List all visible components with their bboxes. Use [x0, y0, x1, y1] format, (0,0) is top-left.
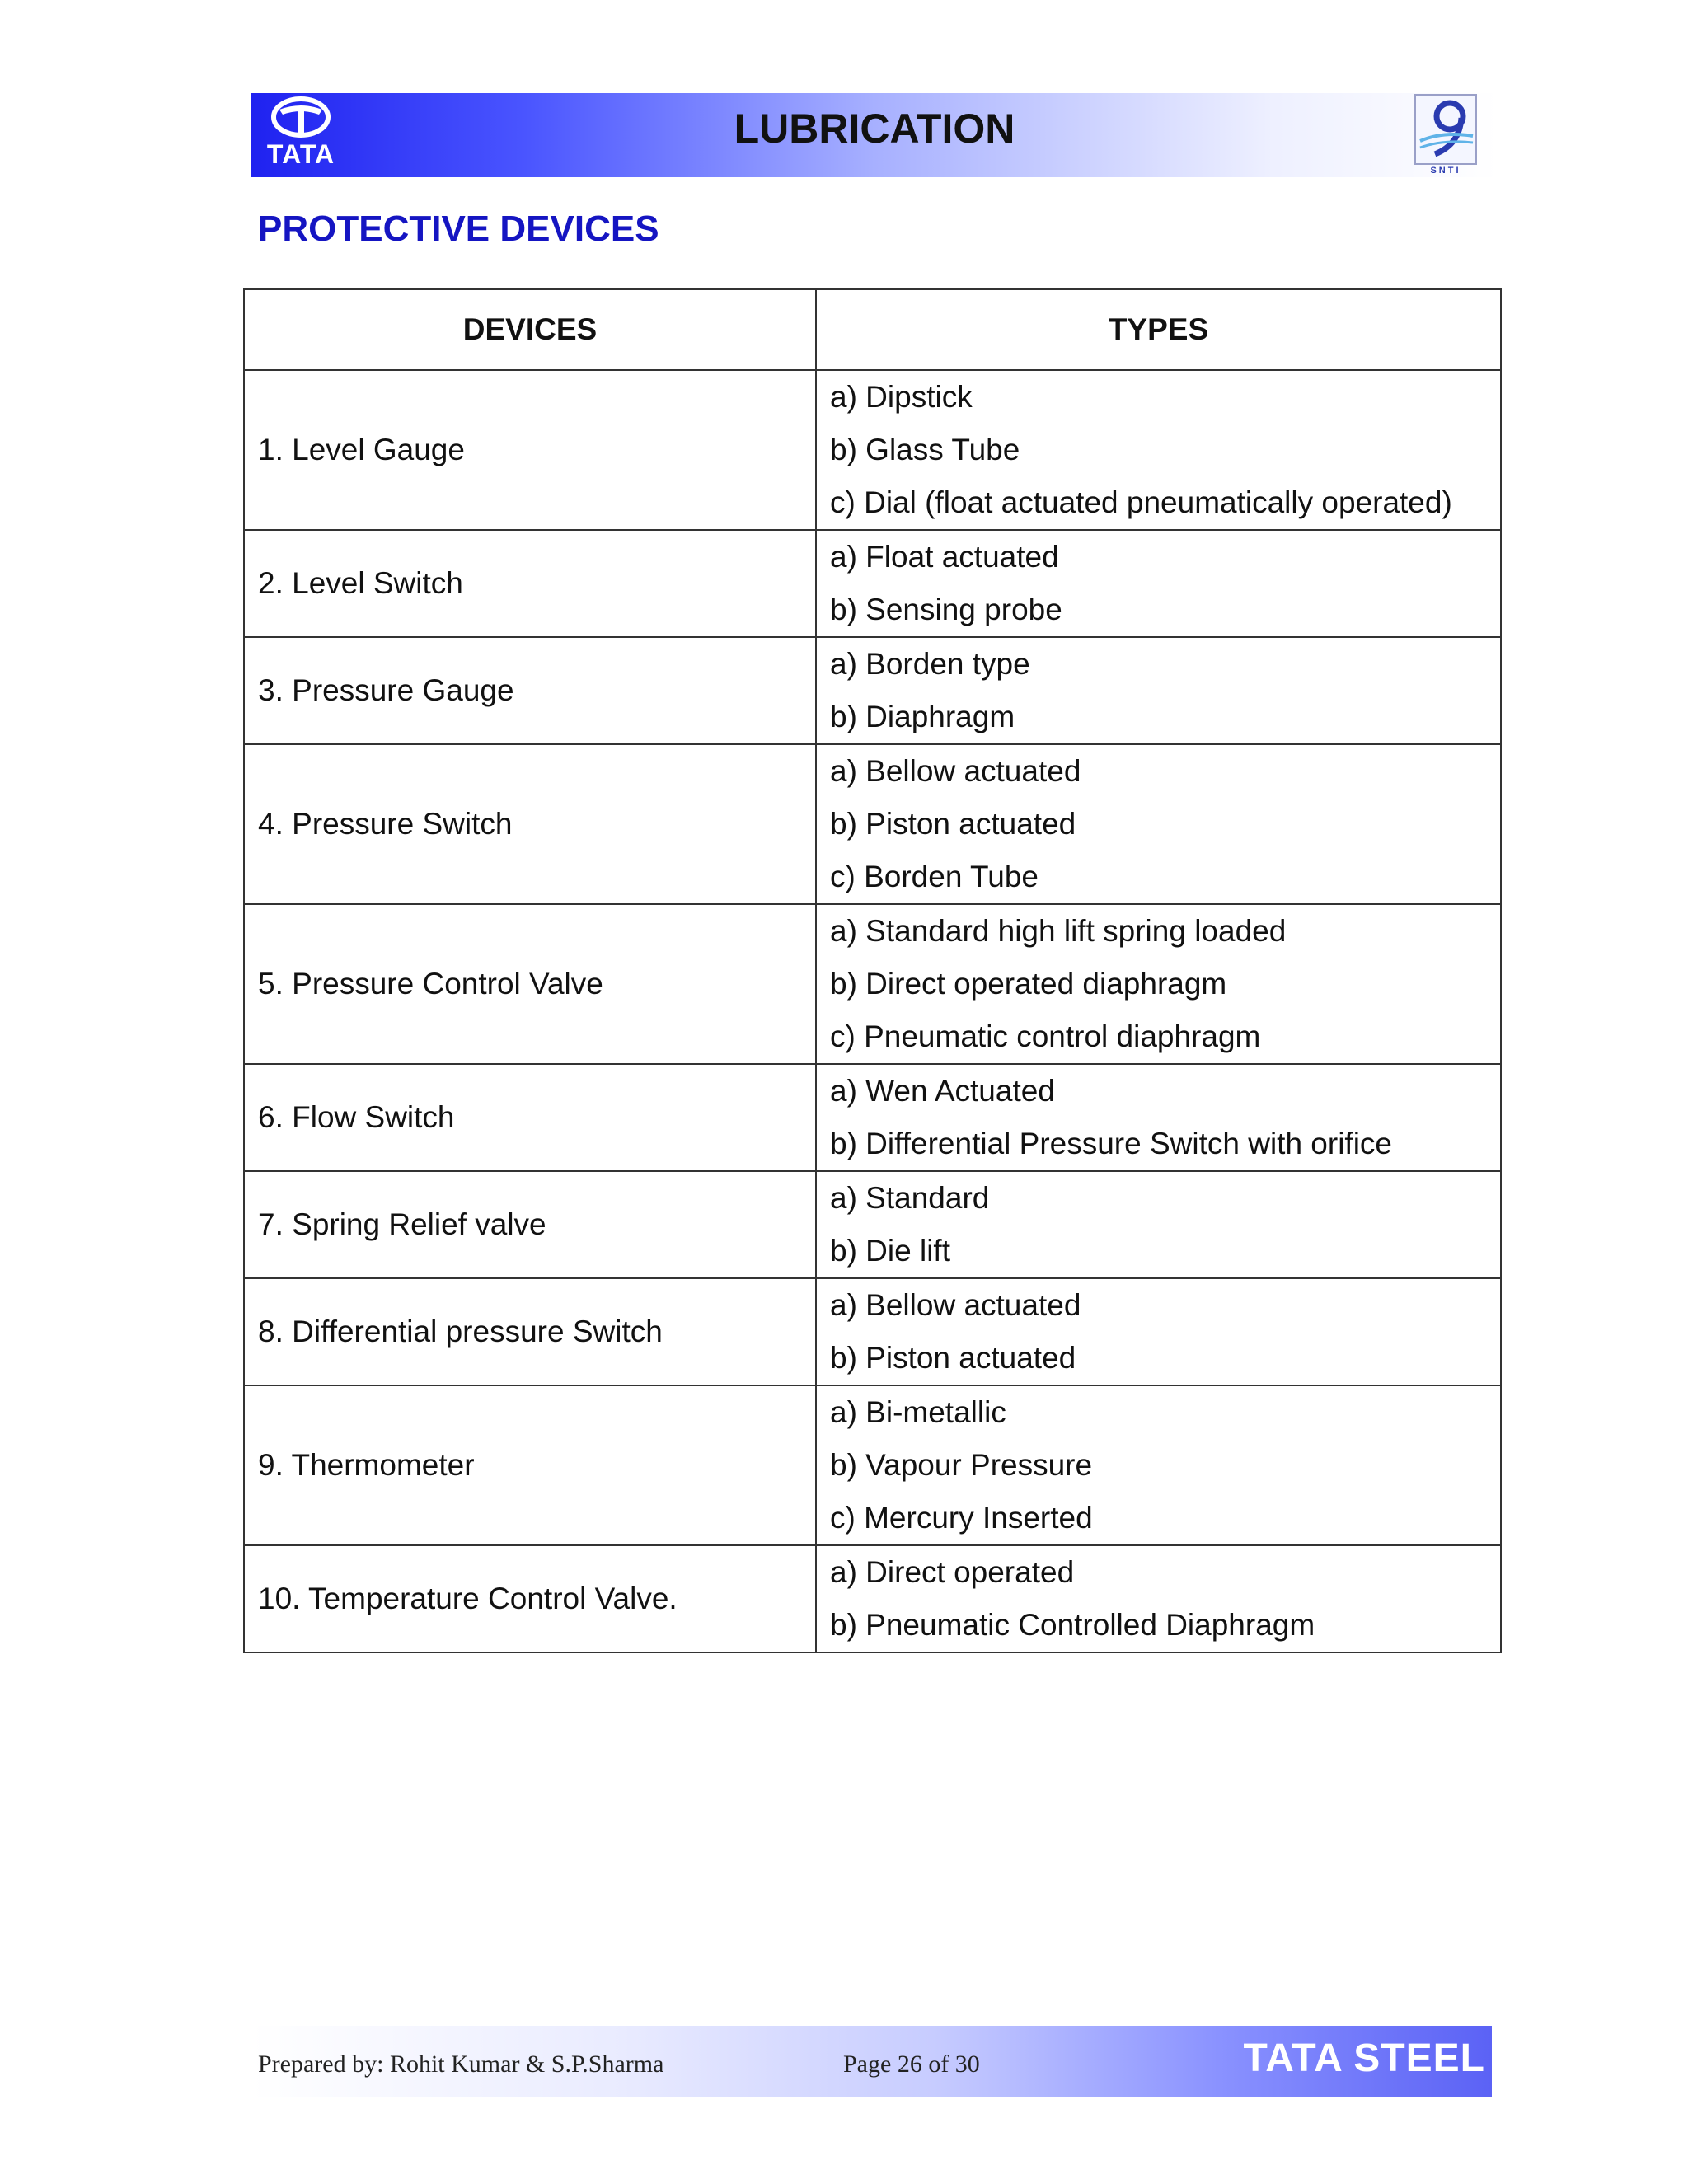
device-types-cell — [816, 1064, 1501, 1171]
device-name-cell: 6. Flow Switch — [244, 1064, 816, 1171]
table-row — [244, 1171, 1501, 1278]
device-type-item: b) Direct operated diaphragm — [830, 967, 1227, 1001]
device-types-cell — [816, 1385, 1501, 1545]
device-type-item: b) Vapour Pressure — [830, 1448, 1093, 1482]
device-type-item: a) Direct operated — [830, 1555, 1075, 1589]
footer-bar — [251, 2026, 1492, 2097]
table-row — [244, 744, 1501, 904]
device-types-cell — [816, 744, 1501, 904]
device-types-cell — [816, 637, 1501, 744]
table-row — [244, 904, 1501, 1064]
device-types-cell — [816, 530, 1501, 637]
table-row — [244, 370, 1501, 530]
device-name-cell: 4. Pressure Switch — [244, 744, 816, 904]
device-type-item: c) Mercury Inserted — [830, 1501, 1093, 1535]
table-row — [244, 1545, 1501, 1652]
device-type-item: a) Wen Actuated — [830, 1074, 1055, 1108]
device-types-cell — [816, 1545, 1501, 1652]
document-title: LUBRICATION — [734, 105, 1015, 152]
device-name-cell: 9. Thermometer — [244, 1385, 816, 1545]
column-header-types: TYPES — [816, 289, 1501, 370]
device-types-cell — [816, 904, 1501, 1064]
device-name-cell: 10. Temperature Control Valve. — [244, 1545, 816, 1652]
device-type-item: b) Piston actuated — [830, 807, 1076, 841]
section-title: PROTECTIVE DEVICES — [258, 209, 659, 249]
device-types-cell — [816, 370, 1501, 530]
device-name-cell: 3. Pressure Gauge — [244, 637, 816, 744]
device-type-item: c) Dial (float actuated pneumatically operated) — [830, 485, 1452, 519]
table-row — [244, 637, 1501, 744]
table-row — [244, 1278, 1501, 1385]
header-bar — [251, 93, 1498, 177]
device-type-item: a) Standard high lift spring loaded — [830, 914, 1287, 948]
snti-logo — [1410, 93, 1481, 177]
device-type-item: b) Glass Tube — [830, 433, 1020, 466]
device-type-item: b) Die lift — [830, 1234, 950, 1268]
device-name-cell: 5. Pressure Control Valve — [244, 904, 816, 1064]
table-header-row — [244, 289, 1501, 370]
table-row — [244, 530, 1501, 637]
snti-logo-text: SNTI — [1430, 166, 1461, 176]
snti-emblem-icon — [1410, 93, 1481, 166]
device-name-cell: 8. Differential pressure Switch — [244, 1278, 816, 1385]
table-row — [244, 1385, 1501, 1545]
device-type-item: a) Bellow actuated — [830, 754, 1081, 788]
device-type-item: c) Pneumatic control diaphragm — [830, 1019, 1261, 1053]
device-type-item: a) Borden type — [830, 647, 1030, 681]
column-header-devices: DEVICES — [244, 289, 816, 370]
device-name-cell: 2. Level Switch — [244, 530, 816, 637]
device-type-item: a) Float actuated — [830, 540, 1059, 574]
device-name-cell: 1. Level Gauge — [244, 370, 816, 530]
device-types-cell — [816, 1171, 1501, 1278]
device-type-item: a) Bi-metallic — [830, 1395, 1006, 1429]
device-types-cell — [816, 1278, 1501, 1385]
footer-page-number: Page 26 of 30 — [843, 2050, 980, 2078]
device-type-item: b) Sensing probe — [830, 593, 1062, 626]
device-type-item: b) Pneumatic Controlled Diaphragm — [830, 1608, 1315, 1642]
device-type-item: a) Standard — [830, 1181, 990, 1215]
device-type-item: b) Piston actuated — [830, 1341, 1076, 1375]
device-name-cell: 7. Spring Relief valve — [244, 1171, 816, 1278]
device-type-item: a) Bellow actuated — [830, 1288, 1081, 1322]
footer-prepared-by: Prepared by: Rohit Kumar & S.P.Sharma — [258, 2050, 664, 2078]
device-type-item: a) Dipstick — [830, 380, 973, 414]
tata-steel-logo: TATA STEEL — [1243, 2036, 1485, 2080]
device-type-item: b) Differential Pressure Switch with orifice — [830, 1127, 1393, 1160]
device-type-item: b) Diaphragm — [830, 700, 1015, 733]
devices-table — [243, 288, 1502, 1653]
devices-table-body — [244, 370, 1501, 1652]
table-row — [244, 1064, 1501, 1171]
tata-logo-text: TATA — [266, 139, 335, 169]
device-type-item: c) Borden Tube — [830, 860, 1039, 893]
